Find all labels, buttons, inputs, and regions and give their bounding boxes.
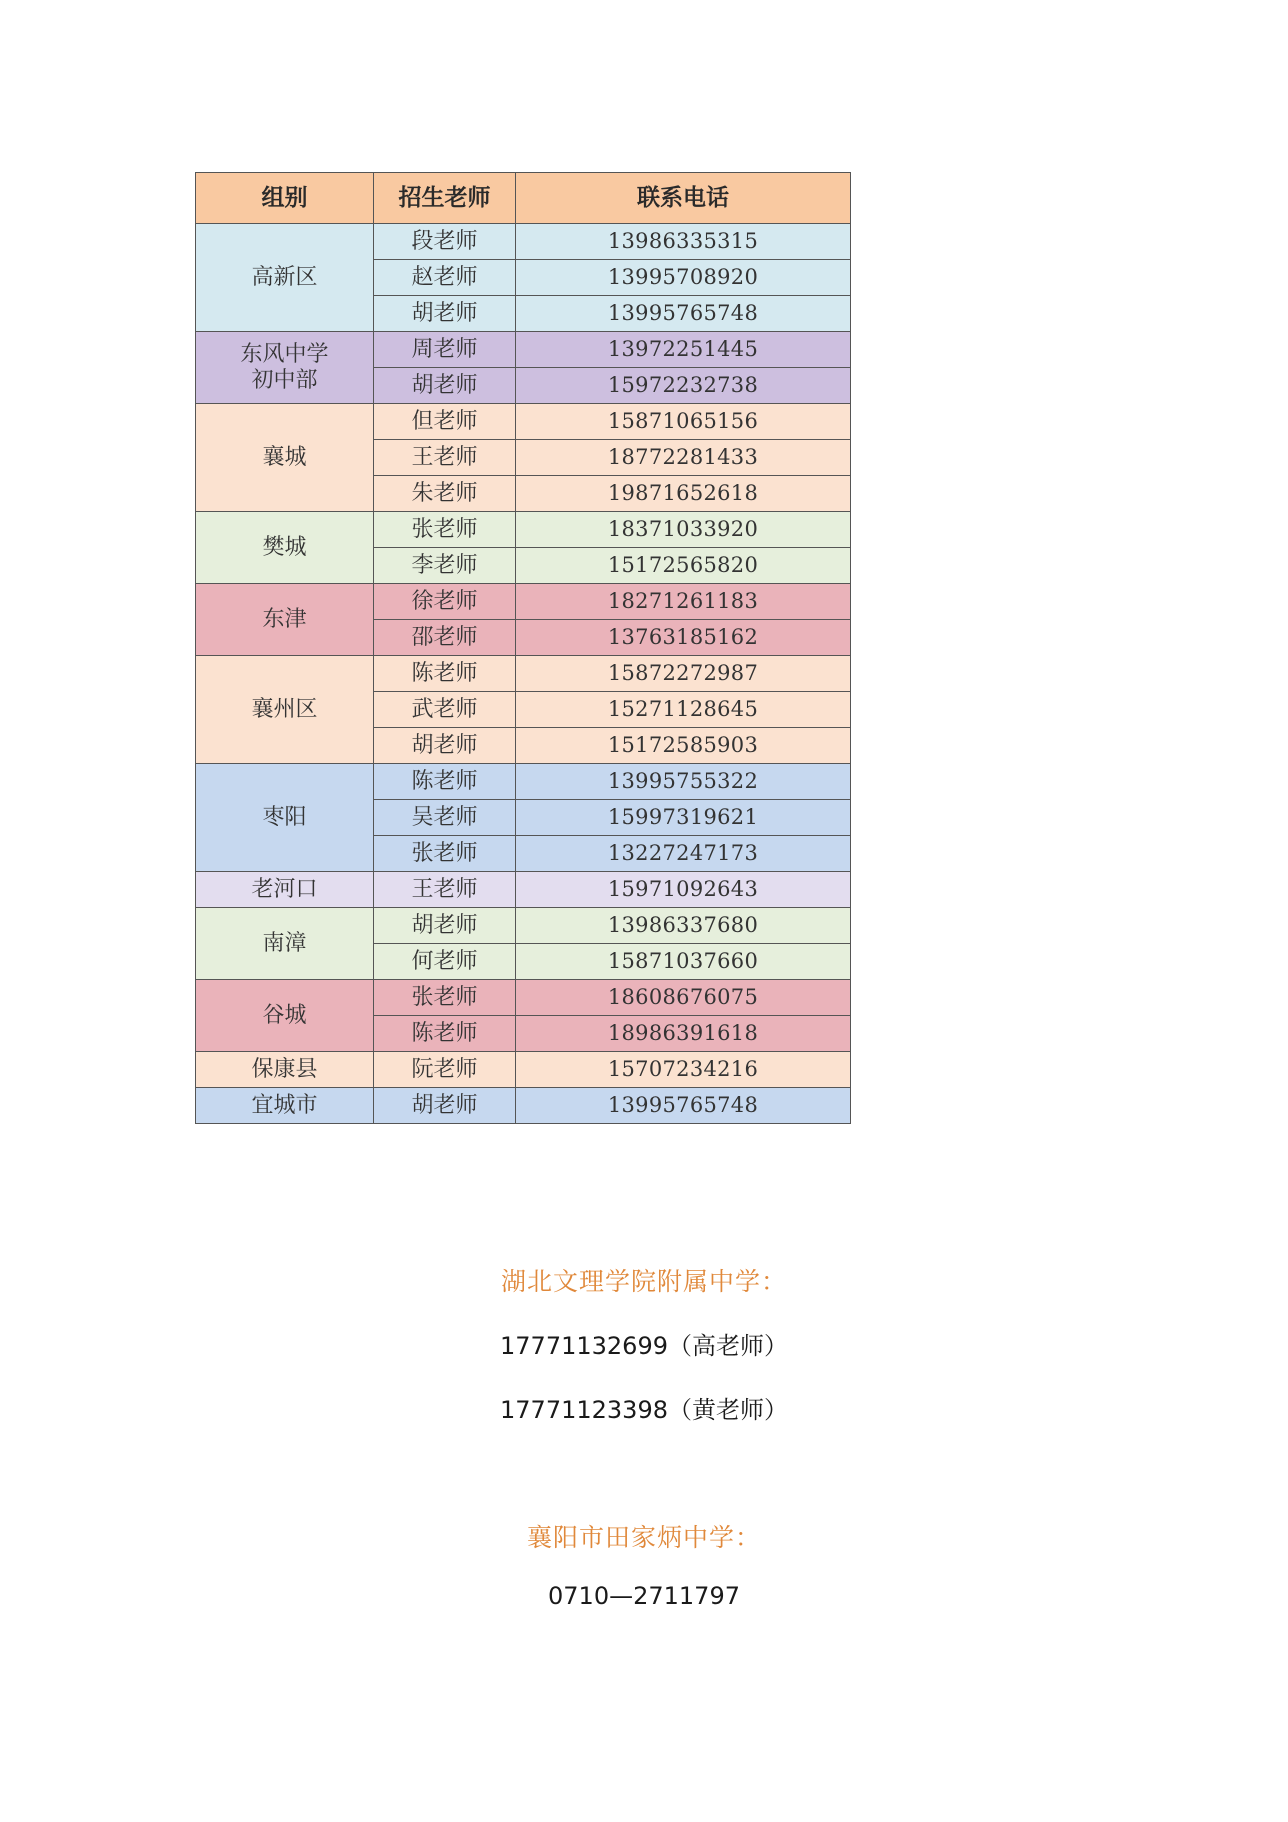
header-teacher: 招生老师 <box>374 173 516 224</box>
teacher-cell: 徐老师 <box>374 584 516 620</box>
teacher-cell: 王老师 <box>374 872 516 908</box>
recruitment-contact-table <box>195 172 851 1124</box>
table-row <box>196 872 851 908</box>
phone-cell: 13227247173 <box>516 836 851 872</box>
table-row <box>196 224 851 260</box>
phone-cell: 18271261183 <box>516 584 851 620</box>
group-name-cell: 樊城 <box>196 512 374 584</box>
school2-section <box>0 1518 1288 1554</box>
phone-cell: 15271128645 <box>516 692 851 728</box>
school1-phone-1: 17771132699 <box>500 1332 668 1360</box>
group-name-cell: 襄城 <box>196 404 374 512</box>
table-row <box>196 656 851 692</box>
table-row <box>196 1052 851 1088</box>
group-name-cell: 南漳 <box>196 908 374 980</box>
teacher-cell: 何老师 <box>374 944 516 980</box>
phone-cell: 13995708920 <box>516 260 851 296</box>
table-row <box>196 404 851 440</box>
teacher-cell: 赵老师 <box>374 260 516 296</box>
teacher-cell: 武老师 <box>374 692 516 728</box>
teacher-cell: 王老师 <box>374 440 516 476</box>
phone-cell: 15997319621 <box>516 800 851 836</box>
teacher-cell: 李老师 <box>374 548 516 584</box>
school1-section <box>0 1262 1288 1298</box>
teacher-cell: 吴老师 <box>374 800 516 836</box>
header-group: 组别 <box>196 173 374 224</box>
phone-cell: 13986335315 <box>516 224 851 260</box>
table-header-row <box>196 173 851 224</box>
group-name-cell: 保康县 <box>196 1052 374 1088</box>
phone-cell: 13972251445 <box>516 332 851 368</box>
school1-teacher-2: （黄老师） <box>667 1396 788 1424</box>
phone-cell: 18371033920 <box>516 512 851 548</box>
teacher-cell: 段老师 <box>374 224 516 260</box>
table-row <box>196 332 851 368</box>
phone-cell: 15172565820 <box>516 548 851 584</box>
group-name-cell: 谷城 <box>196 980 374 1052</box>
school1-contact-1 <box>0 1326 1288 1361</box>
group-name-cell: 老河口 <box>196 872 374 908</box>
phone-cell: 13995765748 <box>516 1088 851 1124</box>
header-phone: 联系电话 <box>516 173 851 224</box>
phone-cell: 13763185162 <box>516 620 851 656</box>
school1-teacher-1: （高老师） <box>667 1332 788 1360</box>
teacher-cell: 胡老师 <box>374 1088 516 1124</box>
phone-cell: 13995765748 <box>516 296 851 332</box>
table-row <box>196 1088 851 1124</box>
teacher-cell: 陈老师 <box>374 656 516 692</box>
teacher-cell: 阮老师 <box>374 1052 516 1088</box>
school1-title: 湖北文理学院附属中学： <box>500 1267 787 1296</box>
phone-cell: 15872272987 <box>516 656 851 692</box>
teacher-cell: 胡老师 <box>374 908 516 944</box>
phone-cell: 18772281433 <box>516 440 851 476</box>
group-name-cell: 东津 <box>196 584 374 656</box>
phone-cell: 18986391618 <box>516 1016 851 1052</box>
school2-phone: 0710—2711797 <box>548 1582 740 1610</box>
phone-cell: 13986337680 <box>516 908 851 944</box>
teacher-cell: 胡老师 <box>374 728 516 764</box>
phone-cell: 15172585903 <box>516 728 851 764</box>
teacher-cell: 张老师 <box>374 836 516 872</box>
phone-cell: 19871652618 <box>516 476 851 512</box>
phone-cell: 15971092643 <box>516 872 851 908</box>
table-row <box>196 980 851 1016</box>
teacher-cell: 张老师 <box>374 512 516 548</box>
teacher-cell: 朱老师 <box>374 476 516 512</box>
group-name-cell: 宜城市 <box>196 1088 374 1124</box>
table-row <box>196 584 851 620</box>
group-name-cell: 东风中学 初中部 <box>196 332 374 404</box>
school1-phone-2: 17771123398 <box>500 1396 668 1424</box>
table-body <box>196 224 851 1124</box>
teacher-cell: 周老师 <box>374 332 516 368</box>
teacher-cell: 邵老师 <box>374 620 516 656</box>
teacher-cell: 但老师 <box>374 404 516 440</box>
group-name-cell: 襄州区 <box>196 656 374 764</box>
teacher-cell: 陈老师 <box>374 1016 516 1052</box>
teacher-cell: 胡老师 <box>374 368 516 404</box>
phone-cell: 18608676075 <box>516 980 851 1016</box>
teacher-cell: 胡老师 <box>374 296 516 332</box>
school1-contact-2 <box>0 1390 1288 1425</box>
phone-cell: 15871037660 <box>516 944 851 980</box>
table-row <box>196 764 851 800</box>
phone-cell: 15871065156 <box>516 404 851 440</box>
table-row <box>196 908 851 944</box>
phone-cell: 15707234216 <box>516 1052 851 1088</box>
group-name-cell: 高新区 <box>196 224 374 332</box>
phone-cell: 15972232738 <box>516 368 851 404</box>
table-row <box>196 512 851 548</box>
school2-contact <box>0 1582 1288 1610</box>
group-name-cell: 枣阳 <box>196 764 374 872</box>
school2-title: 襄阳市田家炳中学： <box>526 1523 761 1552</box>
phone-cell: 13995755322 <box>516 764 851 800</box>
teacher-cell: 张老师 <box>374 980 516 1016</box>
teacher-cell: 陈老师 <box>374 764 516 800</box>
